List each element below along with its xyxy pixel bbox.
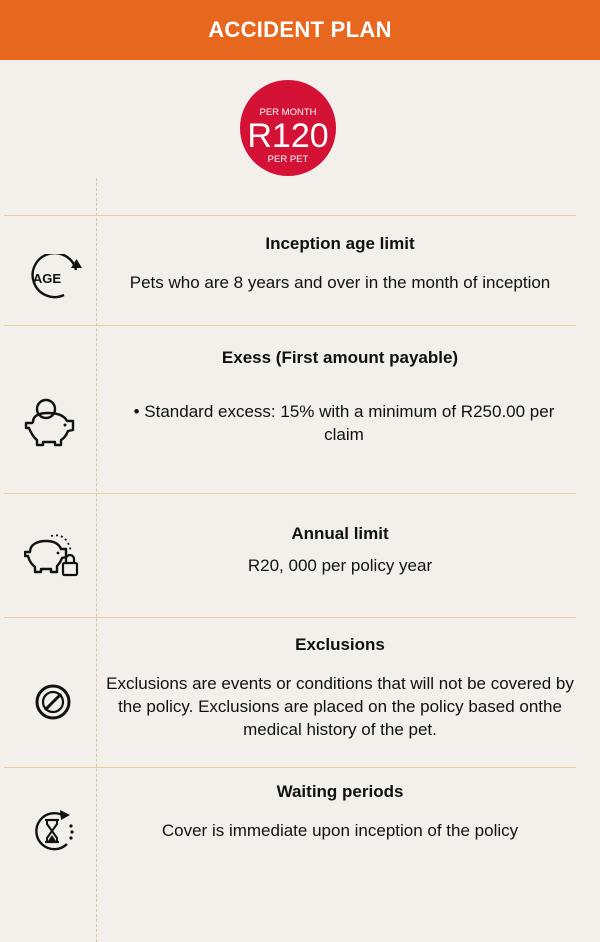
plan-header xyxy=(0,0,600,60)
section-title-excess: Exess (First amount payable) xyxy=(221,348,459,367)
section-divider xyxy=(4,325,576,326)
price-unit: PER PET xyxy=(267,154,309,165)
price-period: PER MONTH xyxy=(259,107,317,118)
section-title-annual-limit: Annual limit xyxy=(291,524,389,543)
age-icon xyxy=(22,254,82,300)
price-badge xyxy=(240,80,336,176)
piggy-bank-lock-icon xyxy=(24,532,80,580)
section-divider xyxy=(4,215,576,216)
section-title-age-limit: Inception age limit xyxy=(265,234,415,253)
section-body-exclusions: Exclusions are events or conditions that will not be covered by the policy. Exclusions are placed on the policy based onthe medical history of the pet. xyxy=(106,674,574,739)
prohibited-icon xyxy=(34,683,72,721)
section-body-excess: • Standard excess: 15% with a minimum of R250.00 per claim xyxy=(133,402,555,444)
plan-title: ACCIDENT PLAN xyxy=(208,17,392,42)
section-divider xyxy=(4,617,576,618)
piggy-bank-coin-icon xyxy=(24,396,76,448)
hourglass-icon xyxy=(30,808,76,854)
section-title-waiting-periods: Waiting periods xyxy=(276,782,404,801)
section-divider xyxy=(4,493,576,494)
vertical-divider xyxy=(96,178,97,942)
section-divider xyxy=(4,767,576,768)
price-amount: R120 xyxy=(247,117,329,155)
section-body-annual-limit: R20, 000 per policy year xyxy=(247,556,433,575)
section-body-waiting-periods: Cover is immediate upon inception of the policy xyxy=(161,821,519,840)
section-title-exclusions: Exclusions xyxy=(295,635,385,654)
age-icon-label: AGE xyxy=(32,271,62,286)
section-body-age-limit: Pets who are 8 years and over in the month of inception xyxy=(129,273,551,292)
